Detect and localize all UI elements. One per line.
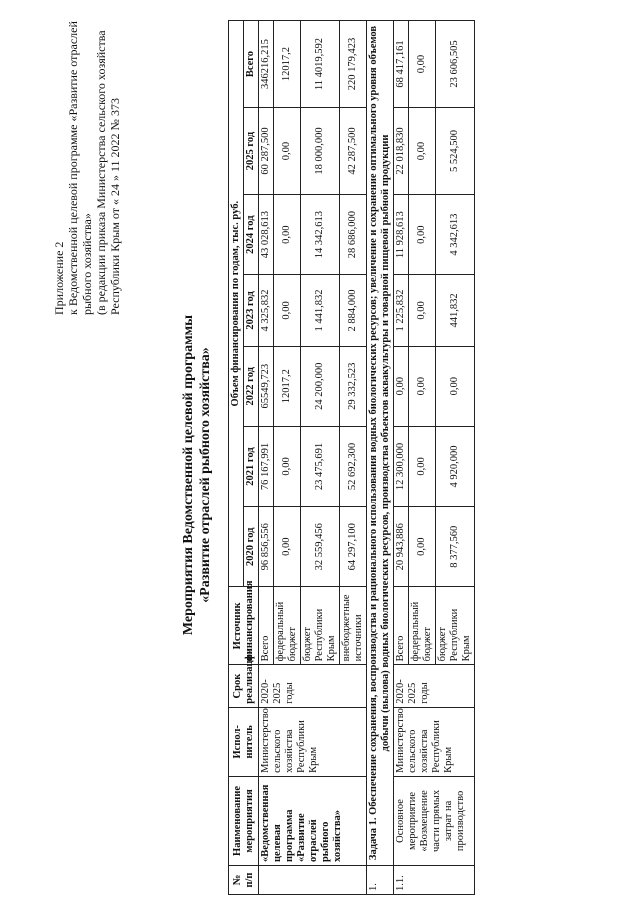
value-cell: 76 167,991 [259,426,274,506]
value-cell: 4 920,000 [436,426,475,506]
value-cell: 0,00 [274,195,301,275]
task-row [367,21,394,895]
source-cell: бюджет Республики Крым [436,587,475,665]
value-cell: 20 943,886 [394,507,409,587]
value-cell: 29 332,523 [340,346,367,426]
task-text: Задача 1. Обеспечение сохранения, воспроизводства и рационального использования водных биологических ресурсов; увеличение и сохранение оптимального уровня объемов добычи (вылова) водных биологических ресурсов, производства объектов аквакультуры и товарной пищевой рыбной продукции [367,21,394,866]
table-row [394,21,409,895]
value-cell: 0,00 [436,346,475,426]
value-cell: 4 325,832 [259,275,274,346]
value-cell: 12017,2 [274,346,301,426]
source-cell: федеральный бюджет [409,587,436,665]
value-cell: 52 692,300 [340,426,367,506]
value-cell: 0,00 [409,426,436,506]
value-cell: 24 200,000 [301,346,340,426]
year-header: 2021 год [244,426,259,506]
value-cell: 96 856,556 [259,507,274,587]
value-cell: 43 028,613 [259,195,274,275]
program-executor: Министерство сельского хозяйства Республики Крым [259,707,367,776]
col-term-header: Срок реализации [229,665,259,707]
value-cell: 18 000,000 [301,108,340,195]
header-line-2: к Ведомственной целевой программе «Развитие отраслей [66,21,80,315]
value-cell: 0,00 [274,507,301,587]
value-cell: 12 300,000 [394,426,409,506]
value-cell: 0,00 [394,346,409,426]
header-line-4: (в редакции приказа Министерства сельского хозяйства [94,30,108,315]
total-cell: 220 179,423 [340,21,367,108]
value-cell: 23 475,691 [301,426,340,506]
value-cell: 64 297,100 [340,507,367,587]
year-header: 2024 год [244,195,259,275]
header-line-3: рыбного хозяйства» [80,213,94,315]
year-header: 2020 год [244,507,259,587]
value-cell: 0,00 [409,275,436,346]
year-header: 2022 год [244,346,259,426]
total-cell: 346216,215 [259,21,274,108]
value-cell: 28 686,000 [340,195,367,275]
value-cell: 11 928,613 [394,195,409,275]
value-cell: 4 342,613 [436,195,475,275]
col-source-header: Источник финансирования [229,587,259,665]
program-num-cell [259,866,367,895]
source-cell: федеральный бюджет [274,587,301,665]
col-volume-header: Объем финансирования по годам, тыс. руб. [229,21,244,587]
value-cell: 0,00 [409,195,436,275]
value-cell: 1 441,832 [301,275,340,346]
col-executor-header: Испол-нитель [229,707,259,776]
header-line-1: Приложение 2 [52,241,66,315]
task-num: 1. [367,866,394,895]
value-cell: 2 884,000 [340,275,367,346]
col-num-header: № п/п [229,866,259,895]
value-cell: 441,832 [436,275,475,346]
header-row-1 [229,21,244,895]
value-cell: 0,00 [409,507,436,587]
measure-executor: Министерство сельского хозяйства Республики Крым [394,707,475,776]
source-cell: Всего [259,587,274,665]
value-cell: 0,00 [274,275,301,346]
table-row [259,21,274,895]
source-cell: бюджет Республики Крым [301,587,340,665]
program-term: 2020-2025 годы [259,665,367,707]
source-cell: Всего [394,587,409,665]
value-cell: 60 287,500 [259,108,274,195]
header-line-5: Республики Крым от « 24 » 11 2022 № 373 [108,98,122,315]
value-cell: 0,00 [409,346,436,426]
title-line-2: «Развитие отраслей рыбного хозяйства» [198,347,213,603]
total-cell: 23 606,505 [436,21,475,108]
value-cell: 5 524,500 [436,108,475,195]
appendix-header [52,15,122,315]
title-line-1: Мероприятия Ведомственной целевой программы [181,314,196,636]
measures-table [228,20,475,895]
value-cell: 8 377,560 [436,507,475,587]
measure-num: 1.1. [394,866,475,895]
value-cell: 1 225,832 [394,275,409,346]
program-name: «Ведомственная целевая программа «Развитие отраслей рыбного хозяйства» [259,776,367,865]
value-cell: 14 342,613 [301,195,340,275]
year-header: 2023 год [244,275,259,346]
year-header: 2025 год [244,108,259,195]
source-cell: внебюджетные источники [340,587,367,665]
total-cell: 11 4019,592 [301,21,340,108]
col-name-header: Наименование мероприятия [229,776,259,865]
measure-term: 2020-2025 годы [394,665,475,707]
value-cell: 0,00 [409,108,436,195]
total-cell: 68 417,161 [394,21,409,108]
document-title [180,245,214,705]
value-cell: 65549,723 [259,346,274,426]
value-cell: 32 559,456 [301,507,340,587]
value-cell: 0,00 [274,108,301,195]
measure-name: Основное мероприятие «Возмещение части прямых затрат на производство [394,776,475,865]
value-cell: 42 287,500 [340,108,367,195]
total-cell: 0,00 [409,21,436,108]
total-header: Всего [244,21,259,108]
total-cell: 12017,2 [274,21,301,108]
value-cell: 22 018,830 [394,108,409,195]
value-cell: 0,00 [274,426,301,506]
